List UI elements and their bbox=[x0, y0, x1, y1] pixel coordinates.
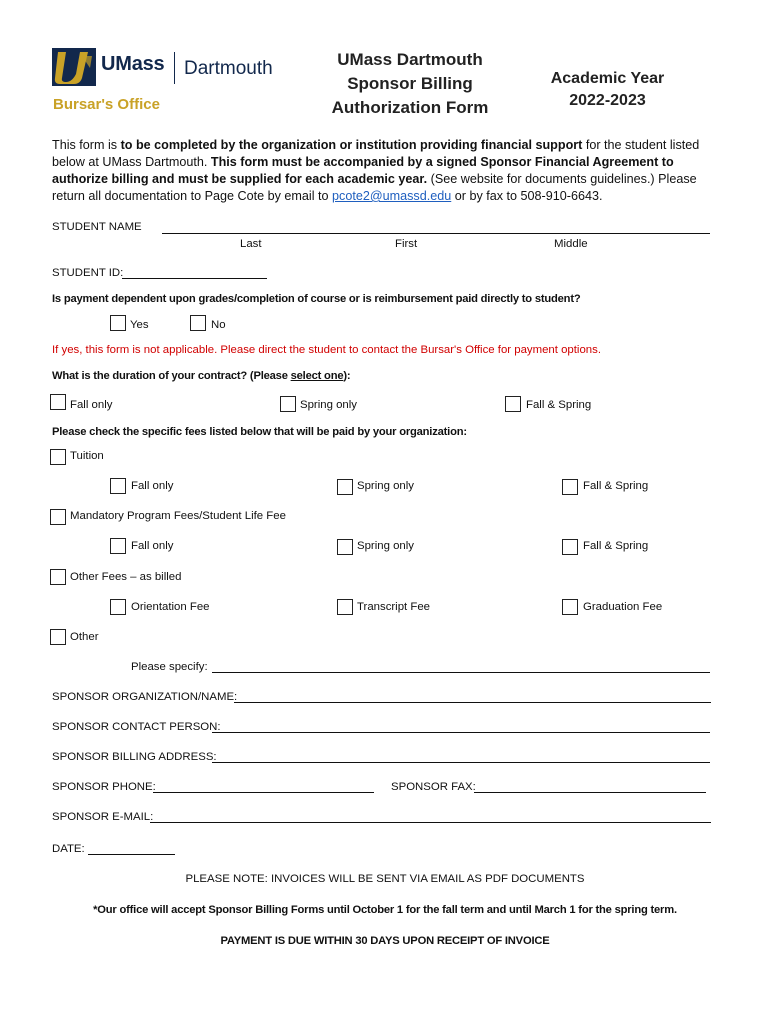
student-name-label: STUDENT NAME bbox=[52, 221, 142, 233]
other-checkbox[interactable] bbox=[50, 629, 66, 645]
tuition-fall-spring-checkbox[interactable] bbox=[562, 479, 578, 495]
other-fees-label: Other Fees – as billed bbox=[70, 571, 182, 583]
duration-spring-checkbox[interactable] bbox=[280, 396, 296, 412]
fees-heading: Please check the specific fees listed below that will be paid by your organization: bbox=[52, 426, 467, 438]
umass-logo-icon bbox=[52, 48, 96, 86]
tuition-spring-checkbox[interactable] bbox=[337, 479, 353, 495]
duration-fall-spring-label: Fall & Spring bbox=[526, 399, 592, 411]
sponsor-email-label: SPONSOR E-MAIL: bbox=[52, 811, 154, 823]
duration-fall-label: Fall only bbox=[70, 399, 113, 411]
specify-label: Please specify: bbox=[131, 661, 208, 673]
orientation-fee-checkbox[interactable] bbox=[110, 599, 126, 615]
sponsor-org-label: SPONSOR ORGANIZATION/NAME: bbox=[52, 691, 238, 703]
sponsor-org-field[interactable] bbox=[234, 702, 711, 703]
yes-label: Yes bbox=[130, 319, 149, 331]
mandatory-fall-spring-checkbox[interactable] bbox=[562, 539, 578, 555]
last-name-caption: Last bbox=[240, 238, 262, 250]
payment-due-note: PAYMENT IS DUE WITHIN 30 DAYS UPON RECEIPT OF INVOICE bbox=[220, 935, 550, 947]
mandatory-fall-label: Fall only bbox=[131, 540, 174, 552]
sponsor-phone-field[interactable] bbox=[153, 792, 374, 793]
sponsor-contact-field[interactable] bbox=[212, 732, 710, 733]
mandatory-spring-checkbox[interactable] bbox=[337, 539, 353, 555]
mandatory-fees-label: Mandatory Program Fees/Student Life Fee bbox=[70, 510, 286, 522]
date-label: DATE: bbox=[52, 843, 85, 855]
tuition-fall-checkbox[interactable] bbox=[110, 478, 126, 494]
no-checkbox[interactable] bbox=[190, 315, 206, 331]
orientation-fee-label: Orientation Fee bbox=[131, 601, 210, 613]
transcript-fee-checkbox[interactable] bbox=[337, 599, 353, 615]
date-field[interactable] bbox=[88, 854, 175, 855]
middle-name-caption: Middle bbox=[554, 238, 588, 250]
tuition-checkbox[interactable] bbox=[50, 449, 66, 465]
transcript-fee-label: Transcript Fee bbox=[357, 601, 431, 613]
sponsor-address-field[interactable] bbox=[212, 762, 710, 763]
student-name-field[interactable] bbox=[162, 233, 710, 234]
yes-checkbox[interactable] bbox=[110, 315, 126, 331]
tuition-spring-label: Spring only bbox=[357, 480, 414, 492]
logo-divider bbox=[174, 52, 175, 84]
academic-year: Academic Year 2022-2023 bbox=[550, 70, 665, 109]
deadline-note: *Our office will accept Sponsor Billing Forms until October 1 for the fall term and until March 1 for the spring term. bbox=[93, 904, 677, 916]
mandatory-fall-checkbox[interactable] bbox=[110, 538, 126, 554]
intro-paragraph: This form is to be completed by the organization or institution providing financial support for the student listed below at UMass Dartmouth. This form must be accompanied by a signed Sponsor Financial Agreement to authorize billing and must be supplied for each academic year. (See website for documents guidelines.) Please return all documentation to Page Cote by email to pcote2@umassd.edu or by fax to 508-910-6643. bbox=[52, 138, 700, 203]
duration-fall-checkbox[interactable] bbox=[50, 394, 66, 410]
office-name: Bursar's Office bbox=[53, 96, 160, 113]
sponsor-address-label: SPONSOR BILLING ADDRESS: bbox=[52, 751, 217, 763]
other-label: Other bbox=[70, 631, 99, 643]
tuition-label: Tuition bbox=[70, 450, 104, 462]
other-fees-checkbox[interactable] bbox=[50, 569, 66, 585]
tuition-fall-label: Fall only bbox=[131, 480, 174, 492]
sponsor-fax-field[interactable] bbox=[474, 792, 706, 793]
graduation-fee-checkbox[interactable] bbox=[562, 599, 578, 615]
logo-umass-text: UMass bbox=[101, 53, 165, 75]
graduation-fee-label: Graduation Fee bbox=[583, 601, 663, 613]
tuition-fall-spring-label: Fall & Spring bbox=[583, 480, 649, 492]
invoice-note: PLEASE NOTE: INVOICES WILL BE SENT VIA EMAIL AS PDF DOCUMENTS bbox=[185, 873, 585, 885]
sponsor-email-field[interactable] bbox=[150, 822, 711, 823]
mandatory-fall-spring-label: Fall & Spring bbox=[583, 540, 649, 552]
specify-field[interactable] bbox=[212, 672, 710, 673]
duration-spring-label: Spring only bbox=[300, 399, 357, 411]
no-label: No bbox=[211, 319, 226, 331]
contact-email-link[interactable]: pcote2@umassd.edu bbox=[332, 189, 452, 203]
sponsor-phone-label: SPONSOR PHONE: bbox=[52, 781, 156, 793]
duration-fall-spring-checkbox[interactable] bbox=[505, 396, 521, 412]
student-id-field[interactable] bbox=[122, 278, 267, 279]
not-applicable-note: If yes, this form is not applicable. Please direct the student to contact the Bursar's Office for payment options. bbox=[52, 344, 601, 356]
sponsor-contact-label: SPONSOR CONTACT PERSON: bbox=[52, 721, 221, 733]
form-title: UMass Dartmouth Sponsor Billing Authorization Form bbox=[331, 50, 489, 117]
logo-dartmouth-text: Dartmouth bbox=[184, 58, 273, 79]
student-id-label: STUDENT ID: bbox=[52, 267, 124, 279]
payment-dependency-question: Is payment dependent upon grades/completion of course or is reimbursement paid directly to student? bbox=[52, 293, 581, 305]
mandatory-fees-checkbox[interactable] bbox=[50, 509, 66, 525]
mandatory-spring-label: Spring only bbox=[357, 540, 414, 552]
contract-duration-question: What is the duration of your contract? (Please select one): bbox=[52, 370, 351, 382]
sponsor-fax-label: SPONSOR FAX: bbox=[391, 781, 476, 793]
first-name-caption: First bbox=[395, 238, 418, 250]
